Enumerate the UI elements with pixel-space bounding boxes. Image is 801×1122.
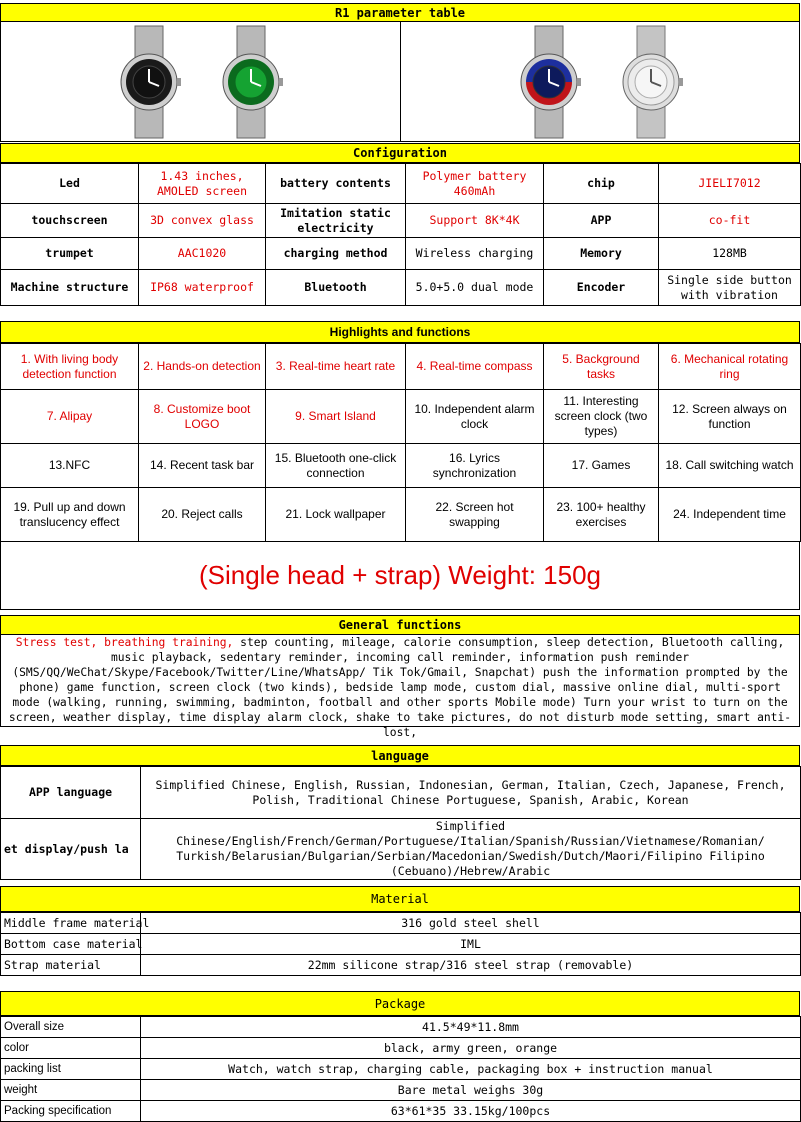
config-value: AAC1020 [139,238,266,270]
material-label: Middle frame material [1,913,141,934]
material-value: 316 gold steel shell [141,913,801,934]
highlight-item: 13.NFC [1,444,139,488]
highlights-row [1,488,801,542]
package-row [1,1080,801,1101]
package-label: weight [1,1080,141,1101]
highlight-item: 19. Pull up and down translucency effect [1,488,139,542]
material-row [1,934,801,955]
app-language-label: APP language [1,767,141,819]
highlight-item: 10. Independent alarm clock [406,390,544,444]
config-label: APP [544,204,659,238]
general-body: step counting, mileage, calorie consumption, sleep detection, Bluetooth calling, music playback, sedentary reminder, incoming call reminder, information push reminder (SMS/QQ/WeChat/Skype/Facebook/Twitter/Line/WhatsApp/ Tik Tok/Gmail, Snapchat) push the information prompted by the phone) game function, screen clock (two kinds), bedside lamp mode, custom dial, massive online dial, multi-sport mode (walking, running, swimming, badminton, football and other sports Mobile mode) Turn your wrist to turn on the screen, weather display, time display alarm clock, shake to take pictures, do not disturb mode setting, smart anti-lost, [8,636,792,739]
watch-blue-red-image [517,26,581,138]
highlight-item: 1. With living body detection function [1,344,139,390]
configuration-table [0,163,801,306]
package-value: Watch, watch strap, charging cable, packaging box + instruction manual [141,1059,801,1080]
config-label: Imitation static electricity [266,204,406,238]
config-value: Wireless charging [406,238,544,270]
highlight-item: 15. Bluetooth one-click connection [266,444,406,488]
package-title: Package [0,991,800,1016]
app-language-value: Simplified Chinese, English, Russian, Indonesian, German, Italian, Czech, Japanese, French, Polish, Traditional Chinese Portuguese, Spanish, Arabic, Korean [141,767,801,819]
general-section [0,615,800,739]
package-value: 63*61*35 33.15kg/100pcs [141,1101,801,1122]
config-value: 3D convex glass [139,204,266,238]
general-title: General functions [0,615,800,635]
config-label: battery contents [266,164,406,204]
highlight-item: 5. Background tasks [544,344,659,390]
config-label: charging method [266,238,406,270]
package-row [1,1059,801,1080]
material-label: Bottom case material [1,934,141,955]
highlights-title: Highlights and functions [0,321,800,343]
title-section [0,3,800,142]
config-value: 128MB [659,238,801,270]
highlight-item: 22. Screen hot swapping [406,488,544,542]
language-section [0,745,800,880]
config-label: Encoder [544,270,659,306]
highlights-row [1,444,801,488]
config-value: Polymer battery 460mAh [406,164,544,204]
config-row [1,204,801,238]
material-title: Material [0,886,800,912]
package-label: packing list [1,1059,141,1080]
config-label: chip [544,164,659,204]
config-row [1,164,801,204]
configuration-section [0,143,800,306]
config-label: Led [1,164,139,204]
package-table [0,1016,801,1122]
material-row [1,955,801,976]
highlight-item: 3. Real-time heart rate [266,344,406,390]
configuration-title: Configuration [0,143,800,163]
material-value: 22mm silicone strap/316 steel strap (removable) [141,955,801,976]
page-title: R1 parameter table [0,3,800,22]
package-value: black, army green, orange [141,1038,801,1059]
package-label: Packing specification [1,1101,141,1122]
config-label: touchscreen [1,204,139,238]
highlights-section [0,321,800,610]
package-section [0,991,800,1122]
highlight-item: 17. Games [544,444,659,488]
highlight-item: 14. Recent task bar [139,444,266,488]
config-value: Single side button with vibration [659,270,801,306]
weight-banner: (Single head + strap) Weight: 150g [0,542,800,610]
watch-white-image [619,26,683,138]
config-row [1,270,801,306]
config-value: IP68 waterproof [139,270,266,306]
config-label: Bluetooth [266,270,406,306]
material-row [1,913,801,934]
highlight-item: 2. Hands-on detection [139,344,266,390]
config-value: JIELI7012 [659,164,801,204]
package-row [1,1017,801,1038]
highlights-table [0,343,801,542]
highlight-item: 23. 100+ healthy exercises [544,488,659,542]
package-label: color [1,1038,141,1059]
language-title: language [0,745,800,766]
config-value: 1.43 inches, AMOLED screen [139,164,266,204]
general-red-prefix: Stress test, breathing training, [15,636,234,649]
material-value: IML [141,934,801,955]
highlights-row [1,390,801,444]
config-value: Support 8K*4K [406,204,544,238]
watch-green-image [219,26,283,138]
package-value: Bare metal weighs 30g [141,1080,801,1101]
config-value: 5.0+5.0 dual mode [406,270,544,306]
watch-black-image [117,26,181,138]
language-table [0,766,801,880]
config-row [1,238,801,270]
highlight-item: 12. Screen always on function [659,390,801,444]
highlight-item: 21. Lock wallpaper [266,488,406,542]
package-row [1,1038,801,1059]
highlight-item: 8. Customize boot LOGO [139,390,266,444]
highlight-item: 18. Call switching watch [659,444,801,488]
display-language-value: Simplified Chinese/English/French/German/Portuguese/Italian/Spanish/Russian/Vietnamese/Romanian/ Turkish/Belarusian/Bulgarian/Serbian/Macedonian/Swedish/Dutch/Maori/Filipino Filipino (Cebuano)/Hebrew/Arabic [141,819,801,880]
general-functions-text [0,635,800,739]
config-label: Machine structure [1,270,139,306]
material-section [0,886,800,976]
package-value: 41.5*49*11.8mm [141,1017,801,1038]
highlight-item: 7. Alipay [1,390,139,444]
package-label: Overall size [1,1017,141,1038]
highlights-row [1,344,801,390]
config-value: co-fit [659,204,801,238]
config-label: Memory [544,238,659,270]
highlight-item: 20. Reject calls [139,488,266,542]
highlight-item: 11. Interesting screen clock (two types) [544,390,659,444]
highlight-item: 16. Lyrics synchronization [406,444,544,488]
highlight-item: 24. Independent time [659,488,801,542]
package-row [1,1101,801,1122]
highlight-item: 9. Smart Island [266,390,406,444]
material-table [0,912,801,976]
highlight-item: 6. Mechanical rotating ring [659,344,801,390]
highlight-item: 4. Real-time compass [406,344,544,390]
watch-images [0,22,800,142]
config-label: trumpet [1,238,139,270]
material-label: Strap material [1,955,141,976]
display-language-label: et display/push la [1,819,141,880]
